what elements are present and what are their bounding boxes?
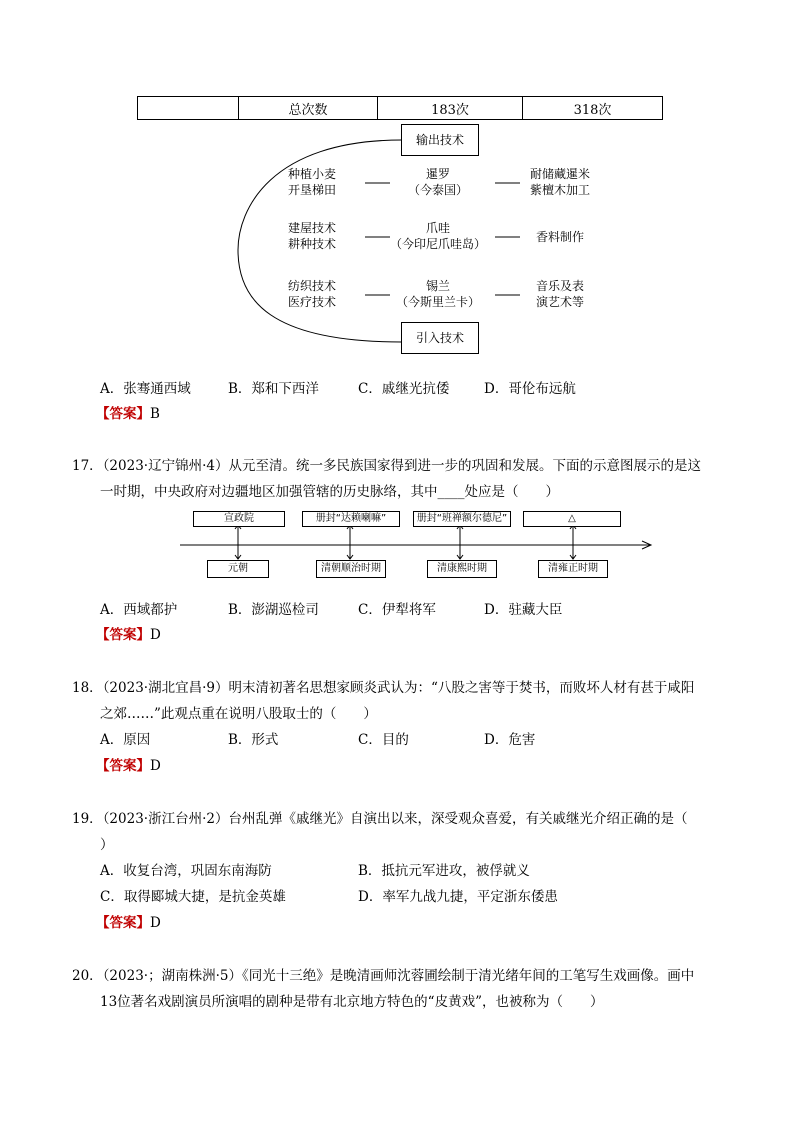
country-label: 爪哇 [425, 221, 450, 235]
timeline-bottom-box: 清朝顺治时期 [316, 560, 386, 578]
q16-answer [96, 404, 160, 424]
question-number: 18． [72, 680, 103, 696]
q19-line2: ） [100, 837, 114, 853]
right-label: 紫檀木加工 [529, 183, 590, 197]
question-text: （2023·；湖南株洲·5）《同光十三绝》是晚清画师沈蓉圃绘制于清光绪年间的工笔写生戏画像。画中 [102, 968, 695, 984]
answer-value: D [150, 758, 161, 774]
left-label: 纺织技术 [287, 279, 336, 293]
q18-option-c: C．目的 [358, 732, 409, 748]
timeline-top-box: 宣政院 [193, 511, 285, 527]
q18-option-b: B．形式 [228, 732, 279, 748]
q17-option-a: A．西域都护 [100, 602, 178, 618]
right-label: 耐储藏暹米 [529, 167, 590, 181]
country-label: （今泰国） [407, 183, 468, 197]
left-label: 耕种技术 [287, 237, 336, 251]
q17-option-b: B．澎湖巡检司 [228, 602, 319, 618]
timeline-top-box: 册封“班禅额尔德尼” [413, 511, 511, 527]
q16-option-a: A．张骞通西域 [100, 381, 191, 397]
q19-option-c: C．取得郾城大捷，是抗金英雄 [100, 889, 286, 905]
q16-option-d: D．哥伦布远航 [484, 381, 576, 397]
answer-label: 【答案】 [96, 627, 150, 643]
q19-option-a: A．收复台湾，巩固东南海防 [100, 863, 272, 879]
table-row [138, 97, 663, 120]
left-label: 种植小麦 [287, 167, 336, 181]
q19-option-b: B．抵抗元军进攻，被俘就义 [358, 863, 530, 879]
answer-label: 【答案】 [96, 406, 150, 422]
answer-value: D [150, 627, 161, 643]
question-number: 17． [72, 458, 103, 474]
timeline-top-box-unknown: △ [523, 511, 621, 527]
question-text: （2023·浙江台州·2）台州乱弹《戚继光》自演出以来，深受观众喜爱，有关戚继光介绍正确的是（ [102, 811, 688, 827]
q18-answer [96, 756, 161, 776]
q17-line1 [72, 456, 701, 476]
q16-option-b: B．郑和下西洋 [228, 381, 319, 397]
country-label: （今印尼爪哇岛） [389, 237, 486, 251]
left-label: 医疗技术 [287, 295, 336, 309]
q19-answer [96, 913, 161, 933]
q20-line1 [72, 966, 694, 986]
answer-label: 【答案】 [96, 758, 150, 774]
timeline-bottom-box: 清雍正时期 [538, 560, 608, 578]
timeline-top-box: 册封“达赖喇嘛” [302, 511, 400, 527]
answer-value: B [150, 406, 160, 422]
question-number: 20． [72, 968, 103, 984]
answer-label: 【答案】 [96, 915, 150, 931]
statistics-table [137, 96, 663, 120]
right-label: 音乐及表 [535, 279, 584, 293]
q17-line2: 一时期，中央政府对边疆地区加强管辖的历史脉络，其中____处应是（ ） [100, 484, 559, 500]
table-cell-value: 183次 [378, 97, 523, 120]
table-cell-empty [138, 97, 239, 120]
q19-option-d: D．率军九战九捷，平定浙东倭患 [358, 889, 558, 905]
left-label: 开垦梯田 [287, 183, 336, 197]
question-text: （2023·湖北宜昌·9）明末清初著名思想家顾炎武认为：“八股之害等于焚书，而败坏人材有甚于咸阳 [102, 680, 695, 696]
question-text: （2023·辽宁锦州·4）从元至清。统一多民族国家得到进一步的巩固和发展。下面的示意图展示的是这 [102, 458, 701, 474]
question-number: 19． [72, 811, 103, 827]
timeline-bottom-box: 元朝 [207, 560, 269, 578]
q16-option-c: C．戚继光抗倭 [358, 381, 450, 397]
q17-answer [96, 625, 161, 645]
q18-line1 [72, 678, 694, 698]
right-label: 演艺术等 [535, 295, 584, 309]
q18-option-d: D．危害 [484, 732, 536, 748]
import-tech-box: 引入技术 [401, 322, 479, 354]
country-label: 暹罗 [425, 167, 450, 181]
timeline-bottom-box: 清康熙时期 [427, 560, 497, 578]
left-label: 建屋技术 [287, 221, 336, 235]
country-label: （今斯里兰卡） [395, 295, 480, 309]
table-cell-label: 总次数 [239, 97, 378, 120]
export-tech-box: 输出技术 [401, 124, 479, 156]
answer-value: D [150, 915, 161, 931]
q17-option-d: D．驻藏大臣 [484, 602, 563, 618]
q17-option-c: C．伊犁将军 [358, 602, 436, 618]
q18-line2: 之郊……”此观点重在说明八股取士的（ ） [100, 706, 377, 722]
q18-option-a: A．原因 [100, 732, 151, 748]
country-label: 锡兰 [425, 279, 450, 293]
table-cell-value: 318次 [523, 97, 663, 120]
right-label: 香料制作 [535, 230, 584, 244]
q19-line1 [72, 809, 687, 829]
q20-line2: 13位著名戏剧演员所演唱的剧种是带有北京地方特色的“皮黄戏”，也被称为（ ） [100, 994, 604, 1010]
